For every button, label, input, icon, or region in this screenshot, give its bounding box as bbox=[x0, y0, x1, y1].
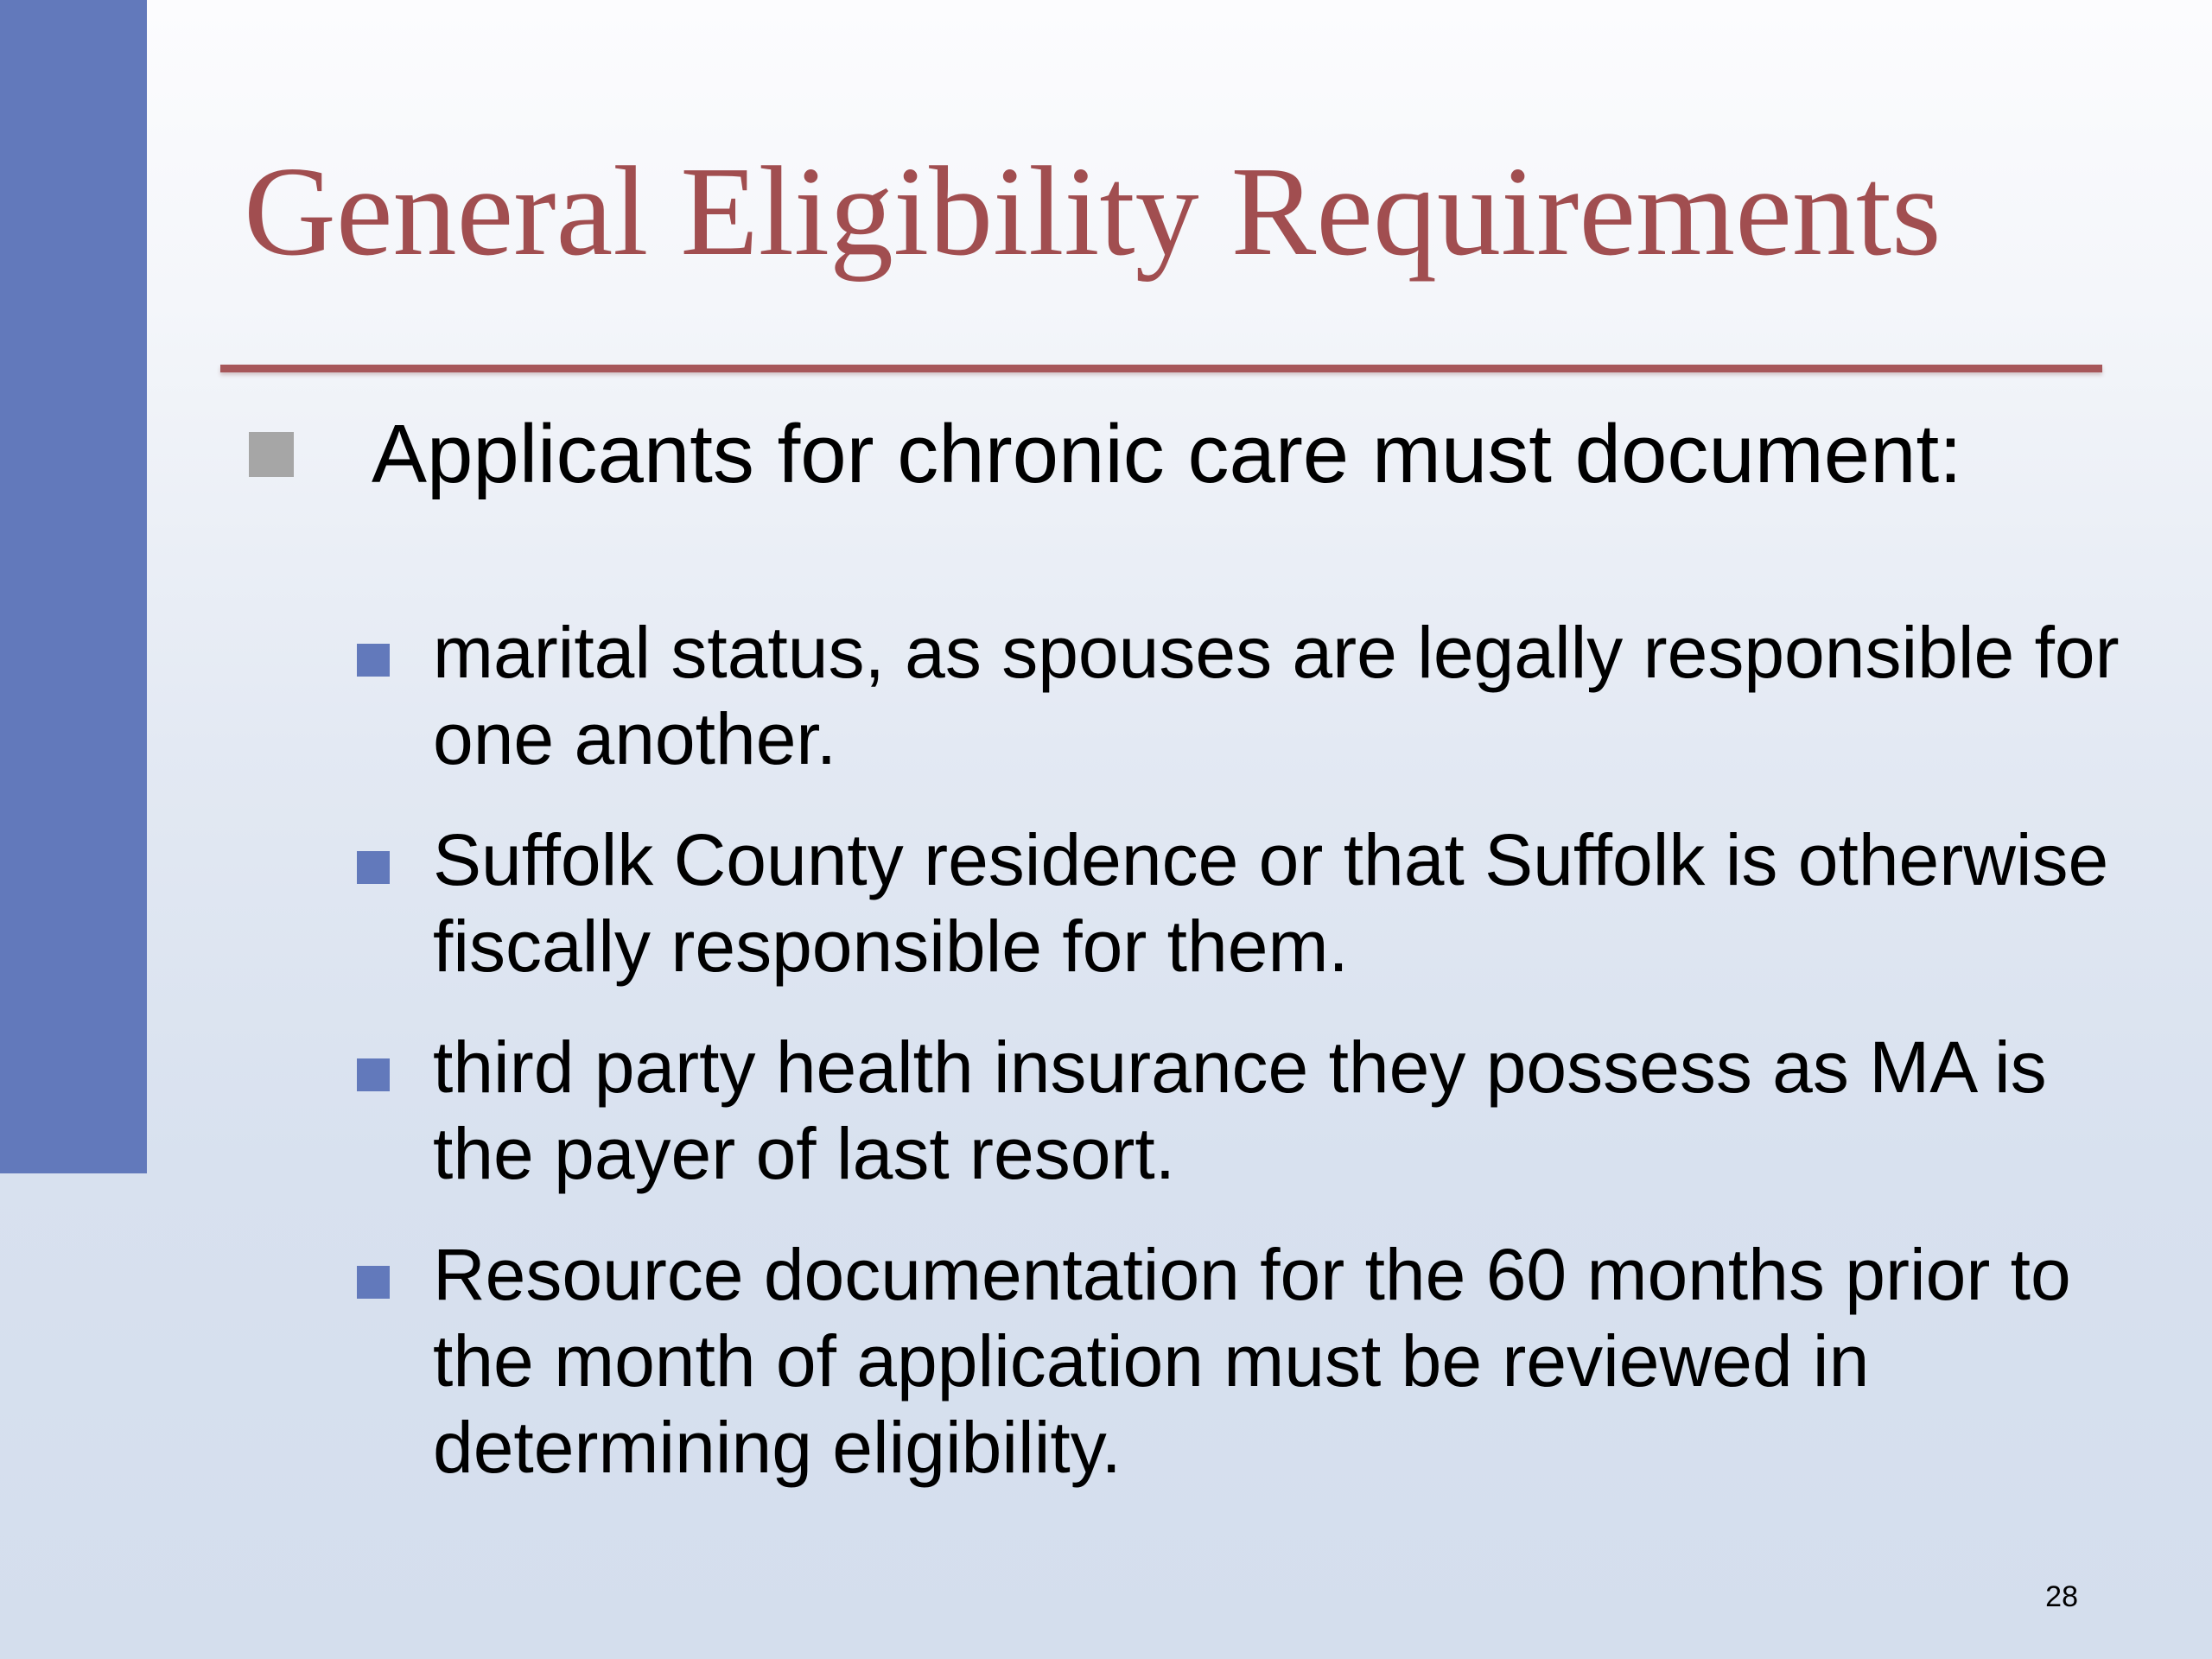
sub-bullet-text: Resource documentation for the 60 months prior to the month of application must be reviewed in determining eligibility. bbox=[433, 1234, 2071, 1488]
slide-number: 28 bbox=[2045, 1580, 2078, 1613]
sub-bullet-item bbox=[357, 1024, 2137, 1197]
sub-bullet-item bbox=[357, 817, 2137, 989]
square-bullet-icon bbox=[249, 432, 294, 477]
square-bullet-icon bbox=[357, 851, 390, 884]
sub-bullet-item bbox=[357, 609, 2137, 782]
sub-bullet-item bbox=[357, 1231, 2137, 1491]
title-divider bbox=[220, 365, 2102, 372]
sub-bullet-text: third party health insurance they possess as MA is the payer of last resort. bbox=[433, 1027, 2047, 1194]
sub-bullet-list bbox=[357, 609, 2137, 1525]
main-bullet-text: Applicants for chronic care must document: bbox=[372, 408, 1962, 500]
main-bullet-item bbox=[249, 406, 2150, 503]
square-bullet-icon bbox=[357, 1266, 390, 1299]
sub-bullet-text: Suffolk County residence or that Suffolk is otherwise fiscally responsible for them. bbox=[433, 819, 2109, 987]
sub-bullet-text: marital status, as spouses are legally responsible for one another. bbox=[433, 612, 2120, 779]
slide-title: General Eligibility Requirements bbox=[244, 141, 1942, 283]
side-accent-bar bbox=[0, 0, 147, 1173]
square-bullet-icon bbox=[357, 644, 390, 677]
square-bullet-icon bbox=[357, 1058, 390, 1091]
